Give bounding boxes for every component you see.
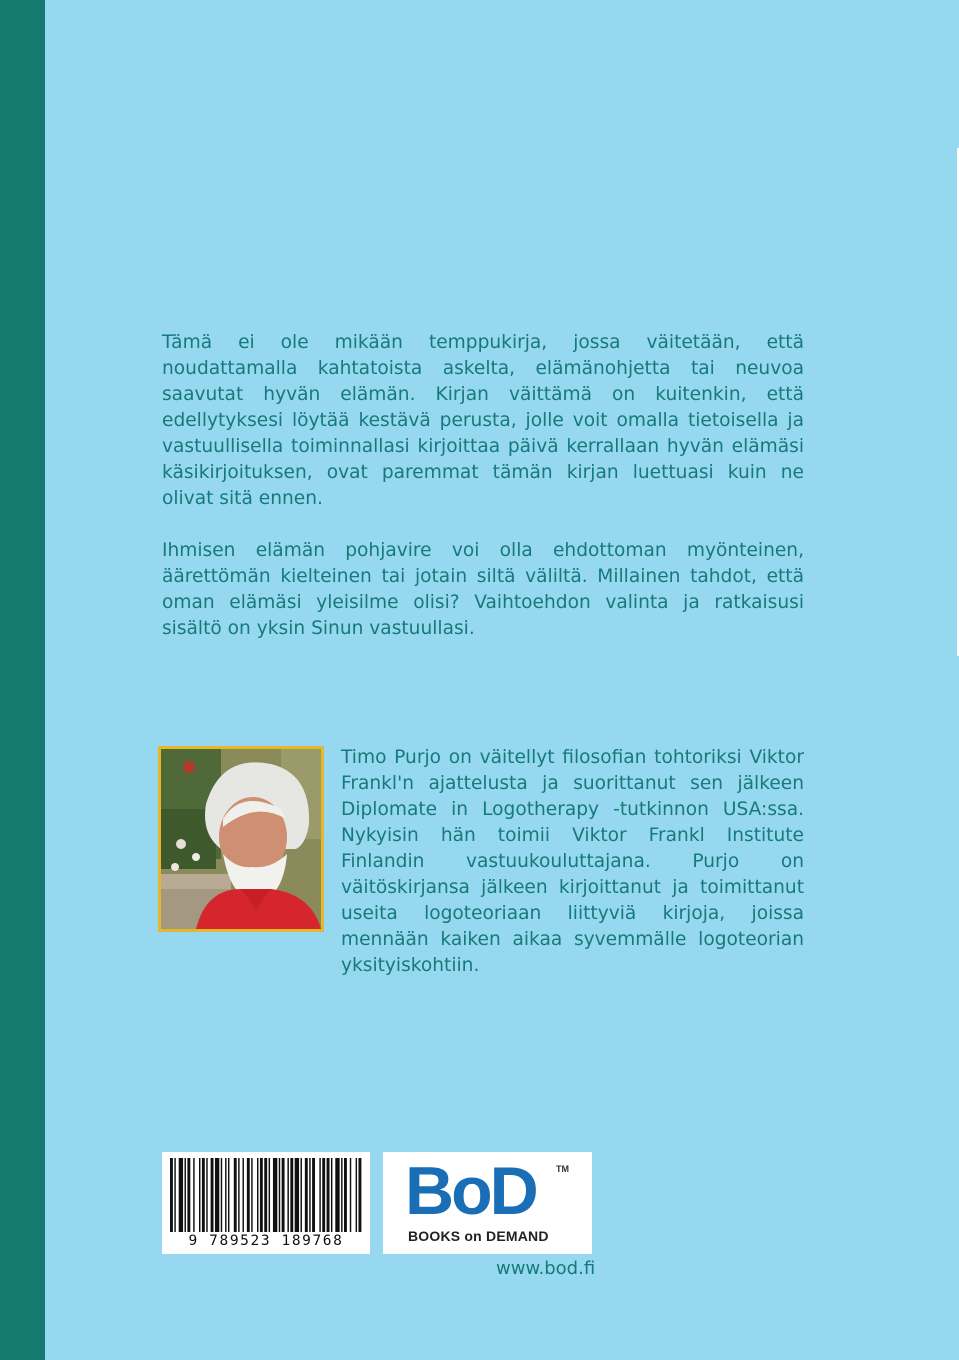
barcode-bar	[179, 1158, 183, 1232]
barcode-bar	[174, 1158, 175, 1232]
publisher-logo-box	[383, 1152, 592, 1254]
barcode-bar	[341, 1158, 342, 1232]
barcode-bar	[206, 1158, 207, 1232]
barcode-bar	[273, 1158, 277, 1232]
isbn-barcode	[162, 1152, 370, 1254]
barcode-bar	[327, 1158, 330, 1232]
barcode-bar	[243, 1158, 244, 1232]
barcode-bar	[295, 1158, 299, 1232]
barcode-bar	[305, 1158, 308, 1232]
barcode-bar	[331, 1158, 332, 1232]
barcode-bar	[322, 1158, 325, 1232]
barcode-bar	[185, 1158, 186, 1232]
barcode-bar	[356, 1158, 357, 1232]
barcode-bar	[247, 1158, 250, 1232]
barcode-bar	[290, 1158, 293, 1232]
barcode-bar	[193, 1158, 194, 1232]
author-photo	[158, 746, 324, 932]
barcode-bar	[344, 1158, 347, 1232]
barcode-bar	[319, 1158, 320, 1232]
barcode-bar	[279, 1158, 280, 1232]
barcode-bar	[350, 1158, 351, 1232]
barcode-bar	[260, 1158, 263, 1232]
barcode-bar	[215, 1158, 219, 1232]
barcode-bar	[221, 1158, 222, 1232]
barcode-bar	[251, 1158, 252, 1232]
book-spine	[0, 0, 45, 1360]
publisher-tagline: BOOKS on DEMAND	[408, 1228, 549, 1244]
author-portrait-icon	[161, 749, 321, 929]
barcode-bar	[187, 1158, 190, 1232]
barcode-bar	[312, 1158, 315, 1232]
barcode-bar	[202, 1158, 205, 1232]
barcode-bar	[228, 1158, 229, 1232]
blurb-paragraph-1: Tämä ei ole mikään temppukirja, jossa väitetään, että noudattamalla kahtatoista askelta, elämänohjetta tai neuvoa saavutat hyvän elämän. Kirjan väittämä on kuitenkin, että edellytyksesi löytää kestävä perusta, jolle voit omalla tietoisella ja vastuullisella toiminnallasi kirjoittaa päivä kerrallaan hyvän elämäsi käsikirjoituksen, ovat paremmat tämän kirjan luettuasi kuin ne olivat sitä ennen.	[162, 332, 804, 509]
barcode-bar	[199, 1158, 200, 1232]
blurb-paragraph-2: Ihmisen elämän pohjavire voi olla ehdottoman myönteinen, äärettömän kielteinen tai jotain siltä väliltä. Millainen tahdot, että oman elämäsi yleisilme olisi? Vaihtoehdon valinta ja ratkaisusi sisältö on yksin Sinun vastuullasi.	[162, 540, 804, 639]
barcode-bar	[211, 1158, 214, 1232]
trademark-mark: TM	[556, 1164, 569, 1174]
barcode-bar	[282, 1158, 285, 1232]
barcode-bar	[301, 1158, 302, 1232]
bod-logo: BoD	[405, 1153, 536, 1229]
barcode-bar	[238, 1158, 239, 1232]
barcode-bar	[269, 1158, 270, 1232]
publisher-url[interactable]: www.bod.fi	[496, 1258, 596, 1279]
isbn-number: 9 789523 189768	[188, 1233, 344, 1249]
barcode-bar	[225, 1158, 226, 1232]
barcode-bar	[234, 1158, 237, 1232]
barcode-bar	[170, 1158, 173, 1232]
barcode-bars	[170, 1158, 362, 1232]
barcode-bar	[335, 1158, 339, 1232]
barcode-bar	[264, 1158, 267, 1232]
barcode-bar	[309, 1158, 310, 1232]
barcode-bar	[257, 1158, 258, 1232]
barcode-bar	[359, 1158, 362, 1232]
author-bio: Timo Purjo on väitellyt filosofian tohtoriksi Viktor Frankl'n ajattelusta ja suorittanut sen jälkeen Diplomate in Logotherapy -tutkinnon USA:ssa. Nykyisin hän toimii Viktor Frankl Institute Finlandin vastuukouluttajana. Purjo on väitöskirjansa jälkeen kirjoittanut ja toimittanut useita logoteoriaan liittyviä kirjoja, joissa mennään kaiken aikaa syvemmälle logoteorian yksityiskohtiin.	[341, 747, 804, 976]
barcode-bar	[287, 1158, 288, 1232]
